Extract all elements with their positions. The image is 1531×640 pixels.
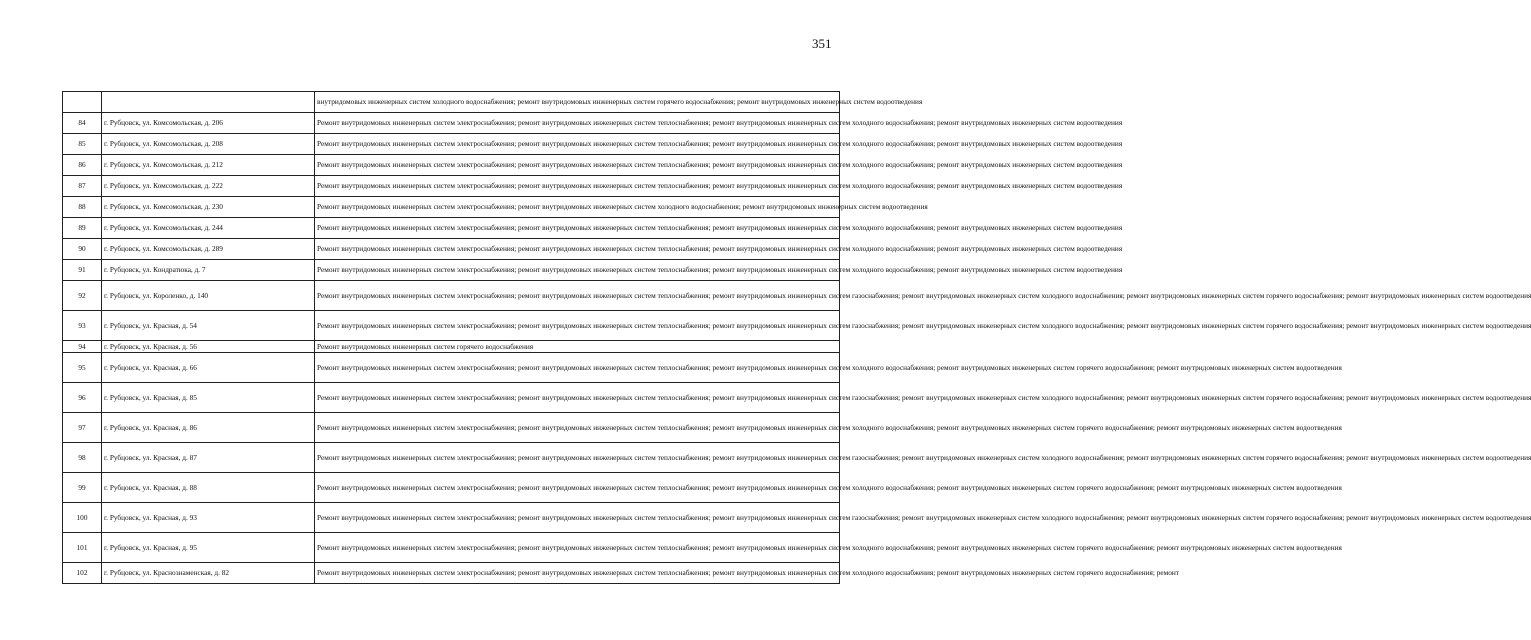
table-row [63, 260, 840, 281]
table-row [63, 383, 840, 413]
row-number: 99 [63, 473, 102, 503]
row-number: 100 [63, 503, 102, 533]
row-address: г. Рубцовск, ул. Краснознаменская, д. 82 [102, 563, 315, 584]
table-row [63, 239, 840, 260]
row-address: г. Рубцовск, ул. Красная, д. 95 [102, 533, 315, 563]
row-address: г. Рубцовск, ул. Комсомольская, д. 289 [102, 239, 315, 260]
row-works: Ремонт внутридомовых инженерных систем электроснабжения; ремонт внутридомовых инженерных систем теплоснабжения; ремонт внутридомовых инженерных систем газоснабжения; ремонт внутридомовых инженерных систем холодного водоснабжения; ремонт внутридомовых инженерных систем горячего водоснабжения; ремонт внутридомовых инженерных систем водоотведения [315, 443, 840, 473]
table-row [63, 533, 840, 563]
row-address: г. Рубцовск, ул. Комсомольская, д. 206 [102, 113, 315, 134]
row-number: 84 [63, 113, 102, 134]
table-row [63, 503, 840, 533]
row-address: г. Рубцовск, ул. Красная, д. 66 [102, 353, 315, 383]
row-works: Ремонт внутридомовых инженерных систем электроснабжения; ремонт внутридомовых инженерных систем теплоснабжения; ремонт внутридомовых инженерных систем холодного водоснабжения; ремонт внутридомовых инженерных систем водоотведения [315, 239, 840, 260]
row-works: Ремонт внутридомовых инженерных систем электроснабжения; ремонт внутридомовых инженерных систем теплоснабжения; ремонт внутридомовых инженерных систем холодного водоснабжения; ремонт внутридомовых инженерных систем горячего водоснабжения; ремонт [315, 563, 840, 584]
row-number: 94 [63, 341, 102, 353]
row-works: Ремонт внутридомовых инженерных систем электроснабжения; ремонт внутридомовых инженерных систем теплоснабжения; ремонт внутридомовых инженерных систем газоснабжения; ремонт внутридомовых инженерных систем холодного водоснабжения; ремонт внутридомовых инженерных систем горячего водоснабжения; ремонт внутридомовых инженерных систем водоотведения [315, 383, 840, 413]
row-works: Ремонт внутридомовых инженерных систем электроснабжения; ремонт внутридомовых инженерных систем холодного водоснабжения; ремонт внутридомовых инженерных систем водоотведения [315, 197, 840, 218]
row-works: Ремонт внутридомовых инженерных систем электроснабжения; ремонт внутридомовых инженерных систем теплоснабжения; ремонт внутридомовых инженерных систем холодного водоснабжения; ремонт внутридомовых инженерных систем водоотведения [315, 113, 840, 134]
page-number: 351 [812, 36, 832, 51]
table-row [63, 341, 840, 353]
row-works: Ремонт внутридомовых инженерных систем электроснабжения; ремонт внутридомовых инженерных систем теплоснабжения; ремонт внутридомовых инженерных систем холодного водоснабжения; ремонт внутридомовых инженерных систем горячего водоснабжения; ремонт внутридомовых инженерных систем водоотведения [315, 533, 840, 563]
row-number: 92 [63, 281, 102, 311]
row-number: 95 [63, 353, 102, 383]
row-works: Ремонт внутридомовых инженерных систем электроснабжения; ремонт внутридомовых инженерных систем теплоснабжения; ремонт внутридомовых инженерных систем холодного водоснабжения; ремонт внутридомовых инженерных систем водоотведения [315, 155, 840, 176]
row-address: г. Рубцовск, ул. Красная, д. 85 [102, 383, 315, 413]
table-row [63, 563, 840, 584]
table-row [63, 413, 840, 443]
row-number: 93 [63, 311, 102, 341]
row-address: г. Рубцовск, ул. Красная, д. 86 [102, 413, 315, 443]
row-works: внутридомовых инженерных систем холодного водоснабжения; ремонт внутридомовых инженерных систем горячего водоснабжения; ремонт внутридомовых инженерных систем водоотведения [315, 92, 840, 113]
row-works: Ремонт внутридомовых инженерных систем электроснабжения; ремонт внутридомовых инженерных систем теплоснабжения; ремонт внутридомовых инженерных систем холодного водоснабжения; ремонт внутридомовых инженерных систем водоотведения [315, 134, 840, 155]
row-address: г. Рубцовск, ул. Красная, д. 56 [102, 341, 315, 353]
table-row [63, 473, 840, 503]
table-row [63, 176, 840, 197]
table-row [63, 197, 840, 218]
row-number: 89 [63, 218, 102, 239]
row-address: г. Рубцовск, ул. Короленко, д. 140 [102, 281, 315, 311]
row-address: г. Рубцовск, ул. Комсомольская, д. 244 [102, 218, 315, 239]
row-address: г. Рубцовск, ул. Красная, д. 87 [102, 443, 315, 473]
row-works: Ремонт внутридомовых инженерных систем электроснабжения; ремонт внутридомовых инженерных систем теплоснабжения; ремонт внутридомовых инженерных систем газоснабжения; ремонт внутридомовых инженерных систем холодного водоснабжения; ремонт внутридомовых инженерных систем горячего водоснабжения; ремонт внутридомовых инженерных систем водоотведения [315, 503, 840, 533]
row-number: 86 [63, 155, 102, 176]
row-number: 97 [63, 413, 102, 443]
row-works: Ремонт внутридомовых инженерных систем электроснабжения; ремонт внутридомовых инженерных систем теплоснабжения; ремонт внутридомовых инженерных систем холодного водоснабжения; ремонт внутридомовых инженерных систем водоотведения [315, 218, 840, 239]
row-address: г. Рубцовск, ул. Кондратюка, д. 7 [102, 260, 315, 281]
table-row [63, 218, 840, 239]
row-address: г. Рубцовск, ул. Красная, д. 88 [102, 473, 315, 503]
row-works: Ремонт внутридомовых инженерных систем электроснабжения; ремонт внутридомовых инженерных систем теплоснабжения; ремонт внутридомовых инженерных систем газоснабжения; ремонт внутридомовых инженерных систем холодного водоснабжения; ремонт внутридомовых инженерных систем горячего водоснабжения; ремонт внутридомовых инженерных систем водоотведения [315, 281, 840, 311]
row-number: 98 [63, 443, 102, 473]
table-row [63, 281, 840, 311]
row-address: г. Рубцовск, ул. Комсомольская, д. 222 [102, 176, 315, 197]
repair-works-table [62, 91, 1531, 584]
row-address [102, 92, 315, 113]
row-address: г. Рубцовск, ул. Комсомольская, д. 212 [102, 155, 315, 176]
row-address: г. Рубцовск, ул. Красная, д. 93 [102, 503, 315, 533]
row-works: Ремонт внутридомовых инженерных систем электроснабжения; ремонт внутридомовых инженерных систем теплоснабжения; ремонт внутридомовых инженерных систем холодного водоснабжения; ремонт внутридомовых инженерных систем водоотведения [315, 260, 840, 281]
row-works: Ремонт внутридомовых инженерных систем горячего водоснабжения [315, 341, 840, 353]
row-address: г. Рубцовск, ул. Комсомольская, д. 208 [102, 134, 315, 155]
row-number: 91 [63, 260, 102, 281]
row-works: Ремонт внутридомовых инженерных систем электроснабжения; ремонт внутридомовых инженерных систем теплоснабжения; ремонт внутридомовых инженерных систем холодного водоснабжения; ремонт внутридомовых инженерных систем горячего водоснабжения; ремонт внутридомовых инженерных систем водоотведения [315, 473, 840, 503]
table-row [63, 134, 840, 155]
row-works: Ремонт внутридомовых инженерных систем электроснабжения; ремонт внутридомовых инженерных систем теплоснабжения; ремонт внутридомовых инженерных систем холодного водоснабжения; ремонт внутридомовых инженерных систем горячего водоснабжения; ремонт внутридомовых инженерных систем водоотведения [315, 353, 840, 383]
row-works: Ремонт внутридомовых инженерных систем электроснабжения; ремонт внутридомовых инженерных систем теплоснабжения; ремонт внутридомовых инженерных систем холодного водоснабжения; ремонт внутридомовых инженерных систем горячего водоснабжения; ремонт внутридомовых инженерных систем водоотведения [315, 413, 840, 443]
table-row [63, 311, 840, 341]
table-row [63, 353, 840, 383]
row-number: 90 [63, 239, 102, 260]
row-number: 102 [63, 563, 102, 584]
row-number: 85 [63, 134, 102, 155]
row-address: г. Рубцовск, ул. Комсомольская, д. 230 [102, 197, 315, 218]
row-works: Ремонт внутридомовых инженерных систем электроснабжения; ремонт внутридомовых инженерных систем теплоснабжения; ремонт внутридомовых инженерных систем холодного водоснабжения; ремонт внутридомовых инженерных систем водоотведения [315, 176, 840, 197]
table-row [63, 443, 840, 473]
row-number [63, 92, 102, 113]
row-address: г. Рубцовск, ул. Красная, д. 54 [102, 311, 315, 341]
row-number: 87 [63, 176, 102, 197]
table-row [63, 113, 840, 134]
row-works: Ремонт внутридомовых инженерных систем электроснабжения; ремонт внутридомовых инженерных систем теплоснабжения; ремонт внутридомовых инженерных систем газоснабжения; ремонт внутридомовых инженерных систем холодного водоснабжения; ремонт внутридомовых инженерных систем горячего водоснабжения; ремонт внутридомовых инженерных систем водоотведения [315, 311, 840, 341]
row-number: 88 [63, 197, 102, 218]
row-number: 96 [63, 383, 102, 413]
table-row [63, 155, 840, 176]
table-row [63, 92, 840, 113]
row-number: 101 [63, 533, 102, 563]
